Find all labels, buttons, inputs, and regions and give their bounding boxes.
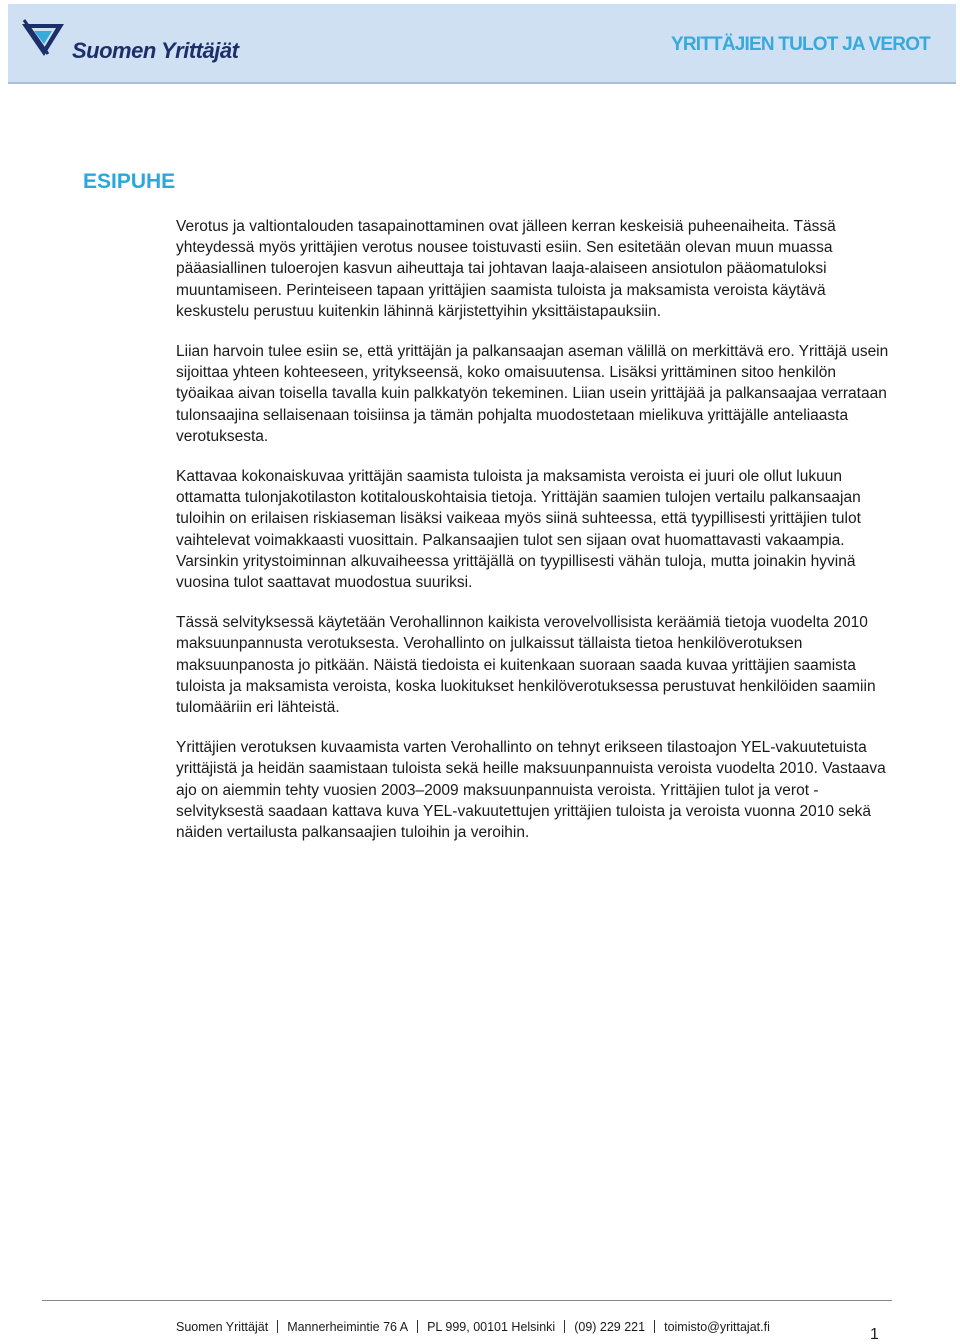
preface-body <box>176 216 892 862</box>
report-title: YRITTÄJIEN TULOT JA VEROT <box>670 34 930 55</box>
paragraph: Liian harvoin tulee esiin se, että yrittäjän ja palkansaajan aseman välillä on merkittävä ero. Yrittäjä usein sijoittaa yhteen kohteeseen, yritykseensä, koko omaisuutensa. Lisäksi yrittäminen sitoo henkilön työaikaa aivan toisella tavalla kuin palkkatyön tekeminen. Liian usein yrittäjää ja palkansaajaa verrataan tulonsaajina sellaisenaan toisiinsa ja tämän pohjalta muodostetaan mielikuva yrittäjälle anteliaasta verotuksesta. <box>176 343 889 445</box>
logo-triangle-icon <box>20 18 66 58</box>
footer-org: Suomen Yrittäjät <box>176 1320 269 1334</box>
footer-divider <box>42 1300 892 1301</box>
footer-separator <box>417 1320 418 1333</box>
footer-phone: (09) 229 221 <box>574 1320 646 1334</box>
paragraph: Kattavaa kokonaiskuvaa yrittäjän saamista tuloista ja maksamista veroista ei juuri ole ollut lukuun ottamatta tulonjakotilaston kotitalouskohtaisia tietoja. Yrittäjän saamien tulojen vertailu palkansaajan tuloihin on erilaisen riskiaseman lisäksi vaikeaa myös siinä suhteessa, että tyypillisesti yrittäjien tulot vaihtelevat voimakkaasti vuosittain. Palkansaajien tulot sen sijaan ovat huomattavasti vakaampia. Varsinkin yritystoiminnan alkuvaiheessa yrittäjällä on tyypillisesti vähän tuloja, mutta joinakin hyvinä vuosina tulot saattavat muodostua suuriksi. <box>176 468 861 592</box>
footer-separator <box>277 1320 278 1333</box>
suomen-yrittajat-logo <box>20 18 280 68</box>
page-number: 1 <box>870 1326 879 1343</box>
footer-separator <box>564 1320 565 1333</box>
footer-address: Mannerheimintie 76 A <box>287 1320 409 1334</box>
footer-postal: PL 999, 00101 Helsinki <box>427 1320 556 1334</box>
paragraph: Yrittäjien verotuksen kuvaamista varten Verohallinto on tehnyt erikseen tilastoajon YEL-vakuutetuista yrittäjistä ja heidän saamistaan tuloista sekä heille maksuunpannuista veroista vuodelta 2010. Vastaava ajo on aiemmin tehty vuosien 2003–2009 maksuunpannuista veroista. Yrittäjien tulot ja verot -selvityksestä saadaan kattava kuva YEL-vakuutettujen yrittäjien tuloista ja veroista vuonna 2010 sekä näiden vertailusta palkansaajien tuloihin ja veroihin. <box>176 739 886 842</box>
paragraph: Verotus ja valtiontalouden tasapainottaminen ovat jälleen kerran keskeisiä puheenaiheita. Tässä yhteydessä myös yrittäjien verotus nousee toistuvasti esiin. Sen esitetään olevan muun muassa pääasiallinen tuloerojen kasvun aiheuttaja tai johtavan laaja-alaiseen ansiotulon pääomatuloksi muuntamiseen. Perinteiseen tapaan yrittäjien saamista tuloista ja maksamista veroista käytävä keskustelu perustuu kuitenkin lähinnä kärjistettyihin yksittäistapauksiin. <box>176 218 836 320</box>
footer-email[interactable]: toimisto@yrittajat.fi <box>664 1320 770 1334</box>
page-header <box>8 4 956 84</box>
section-title: ESIPUHE <box>83 170 176 193</box>
footer-separator <box>654 1320 655 1333</box>
paragraph: Tässä selvityksessä käytetään Verohallinnon kaikista verovelvollisista keräämiä tietoja vuodelta 2010 maksuunpannusta verotuksesta. Verohallinto on julkaissut tällaista tietoa henkilöverotuksen maksuunpanosta jo pitkään. Näistä tiedoista ei kuitenkaan suoraan saada kuvaa yrittäjien saamista tuloista ja maksamista veroista, koska luokitukset henkilöverotuksessa perustuvat henkilöiden saamiin tulomääriin eri lähteistä. <box>176 614 876 717</box>
page-footer <box>176 1320 770 1334</box>
logo-text: Suomen Yrittäjät <box>72 38 239 63</box>
